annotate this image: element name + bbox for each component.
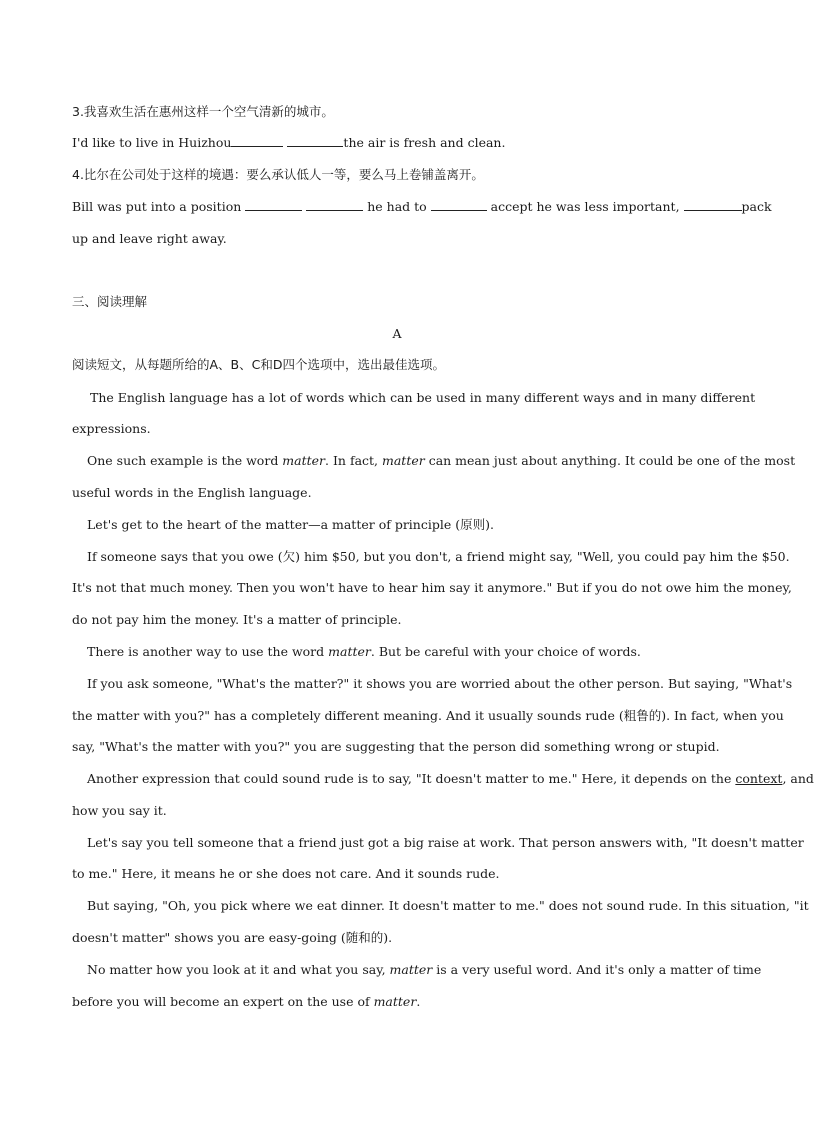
- passage-line: [72, 994, 722, 1010]
- underlined-word: context: [735, 771, 783, 786]
- answer-blank[interactable]: [231, 135, 283, 147]
- answer-blank[interactable]: [306, 199, 363, 211]
- passage-text: Another expression that could sound rude is to say, "It doesn't matter to me." Here, it depends on the: [87, 771, 736, 786]
- passage-line: [87, 453, 796, 469]
- question-4-english-line-2: up and leave right away.: [72, 231, 227, 246]
- passage-line: If someone says that you owe (欠) him $50, but you don't, a friend might say, "Well, you could pay him the $50.: [87, 549, 790, 564]
- passage-line: to me." Here, it means he or she does not care. And it sounds rude.: [72, 866, 500, 881]
- question-4-text-c: accept he was less important,: [490, 199, 680, 214]
- passage-text: No matter how you look at it and what you say,: [87, 962, 390, 977]
- passage-text: before you will become an expert on the use of: [72, 994, 374, 1009]
- question-4-english-line-1: [72, 199, 772, 215]
- italic-word: matter: [382, 453, 425, 468]
- passage-line: doesn't matter" shows you are easy-going (随和的).: [72, 930, 393, 945]
- passage-line: The English language has a lot of words which can be used in many different ways and in many different: [90, 390, 756, 405]
- passage-line: expressions.: [72, 421, 151, 436]
- section-instruction: 阅读短文，从每题所给的A、B、C和D四个选项中，选出最佳选项。: [72, 357, 445, 372]
- passage-line: Let's say you tell someone that a friend just got a big raise at work. That person answers with, "It doesn't matter: [87, 835, 804, 850]
- passage-line: Let's get to the heart of the matter—a matter of principle (原则).: [87, 517, 494, 532]
- italic-word: matter: [328, 644, 371, 659]
- question-3-text-a: I'd like to live in Huizhou: [72, 135, 232, 150]
- passage-text: One such example is the word: [87, 453, 283, 468]
- passage-line: [87, 771, 814, 787]
- answer-blank[interactable]: [431, 199, 487, 211]
- italic-word: matter: [282, 453, 326, 468]
- question-3-chinese: 3.我喜欢生活在惠州这样一个空气清新的城市。: [72, 104, 334, 119]
- passage-text: is a very useful word. And it's only a matter of time: [432, 962, 762, 977]
- passage-text: . But be careful with your choice of words.: [370, 644, 641, 659]
- question-4-chinese: 4.比尔在公司处于这样的境遇：要么承认低人一等，要么马上卷铺盖离开。: [72, 167, 484, 182]
- passage-line: how you say it.: [72, 803, 167, 818]
- passage-line: If you ask someone, "What's the matter?" it shows you are worried about the other person. But saying, "What's: [87, 676, 793, 691]
- question-4-text-a: Bill was put into a position: [72, 199, 242, 214]
- italic-word: matter: [373, 994, 417, 1009]
- passage-line: But saying, "Oh, you pick where we eat dinner. It doesn't matter to me." does not sound rude. In this situation, "it: [87, 898, 809, 913]
- italic-word: matter: [389, 962, 433, 977]
- answer-blank[interactable]: [287, 135, 343, 147]
- passage-text: There is another way to use the word: [87, 644, 329, 659]
- passage-line: useful words in the English language.: [72, 485, 312, 500]
- question-4-text-d: pack: [741, 199, 772, 214]
- passage-text: can mean just about anything. It could be one of the most: [424, 453, 796, 468]
- passage-line: say, "What's the matter with you?" you are suggesting that the person did something wrong or stupid.: [72, 739, 720, 754]
- passage-text: .: [416, 994, 421, 1009]
- passage-label: A: [392, 326, 402, 341]
- question-4-text-b: he had to: [367, 199, 427, 214]
- passage-line: do not pay him the money. It's a matter of principle.: [72, 612, 402, 627]
- passage-text: , and: [782, 771, 814, 786]
- question-3-english: [72, 135, 722, 151]
- answer-blank[interactable]: [684, 199, 742, 211]
- answer-blank[interactable]: [245, 199, 302, 211]
- passage-text: . In fact,: [325, 453, 382, 468]
- passage-line: [87, 962, 762, 978]
- question-3-text-b: the air is fresh and clean.: [343, 135, 506, 150]
- passage-line: [87, 644, 722, 660]
- section-title: 三、阅读理解: [72, 294, 148, 309]
- passage-line: It's not that much money. Then you won't have to hear him say it anymore." But if you do not owe him the money,: [72, 580, 792, 595]
- passage-line: the matter with you?" has a completely different meaning. And it usually sounds rude (粗鲁的). In fact, when you: [72, 708, 784, 723]
